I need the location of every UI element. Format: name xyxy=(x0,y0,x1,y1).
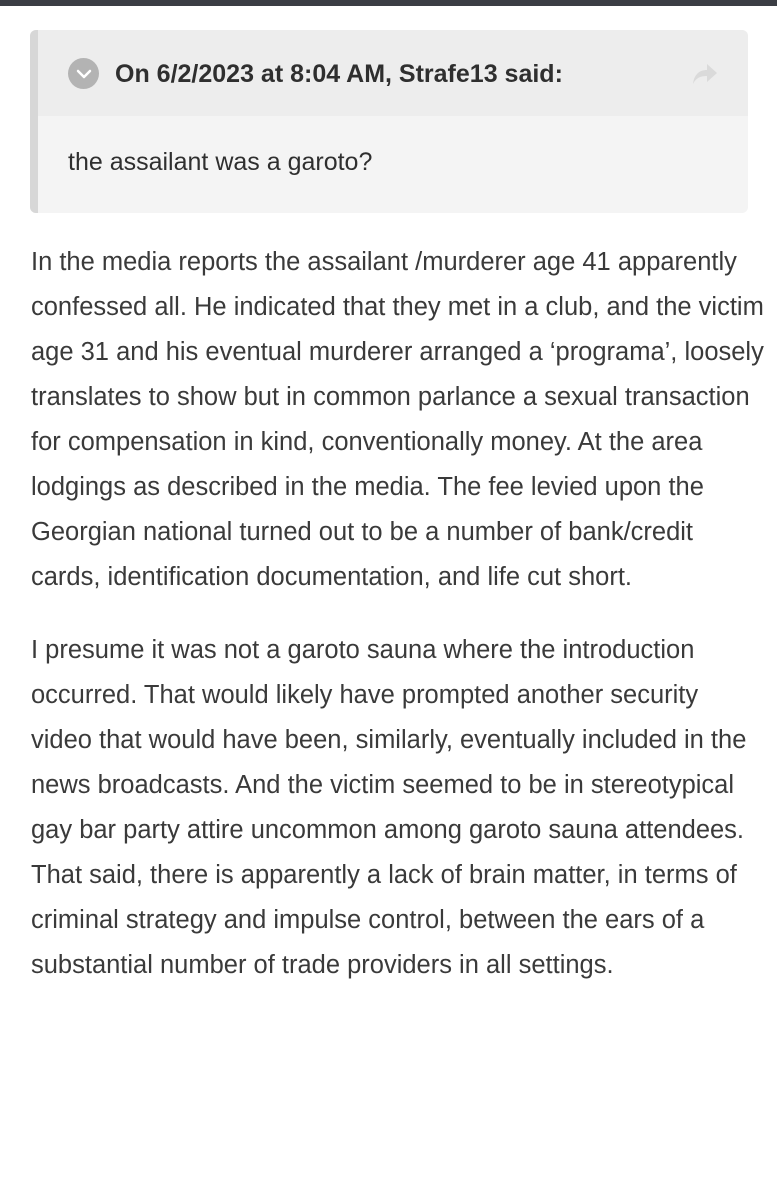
quote-collapse-button[interactable] xyxy=(68,58,99,89)
quote-block xyxy=(30,30,748,213)
post-body xyxy=(31,240,766,988)
chevron-down-icon xyxy=(76,69,92,79)
post-paragraph: In the media reports the assailant /murderer age 41 apparently confessed all. He indicated that they met in a club, and the victim age 31 and his eventual murderer arranged a ‘programa’, loosely translates to show but in common parlance a sexual transaction for compensation in kind, conventionally money. At the area lodgings as described in the media. The fee levied upon the Georgian national turned out to be a number of bank/credit cards, identification documentation, and life cut short. xyxy=(31,248,764,591)
post-paragraph: I presume it was not a garoto sauna where the introduction occurred. That would likely have prompted another security video that would have been, similarly, eventually included in the news broadcasts. And the victim seemed to be in stereotypical gay bar party attire uncommon among garoto sauna attendees. That said, there is apparently a lack of brain matter, in terms of criminal strategy and impulse control, between the ears of a substantial number of trade providers in all settings. xyxy=(31,636,747,979)
share-arrow-icon[interactable] xyxy=(690,60,720,88)
quote-citation: On 6/2/2023 at 8:04 AM, Strafe13 said: xyxy=(115,60,563,88)
quote-text: the assailant was a garoto? xyxy=(68,148,373,176)
quote-accent-bar xyxy=(30,30,38,213)
top-bar xyxy=(0,0,777,6)
